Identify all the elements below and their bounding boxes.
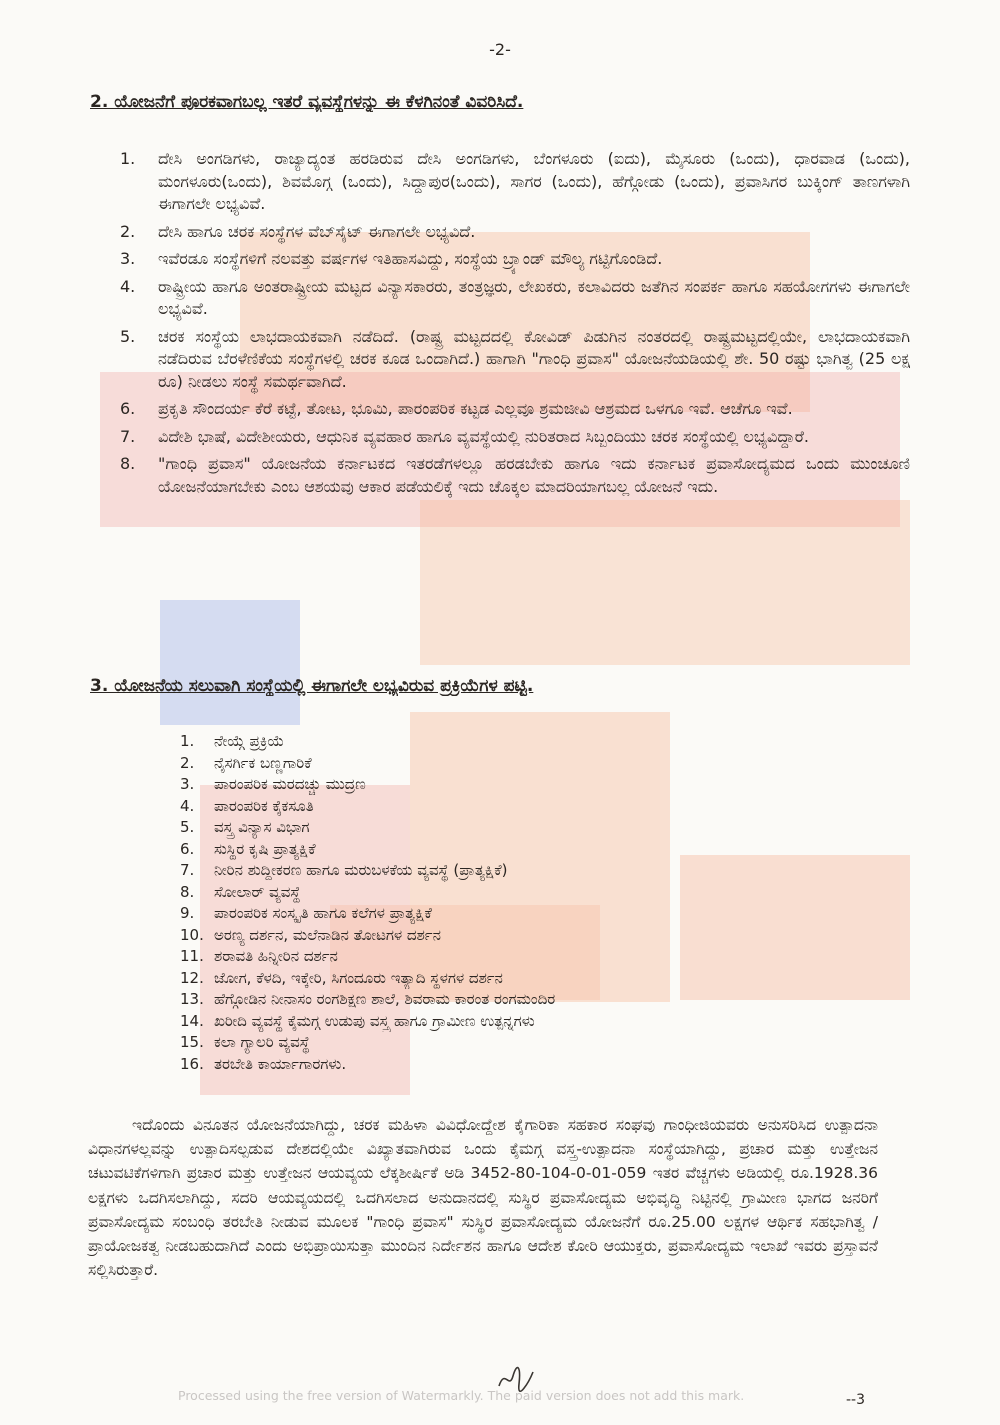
list-item-text: ದೇಸಿ ಹಾಗೂ ಚರಕ ಸಂಸ್ಥೆಗಳ ವೆಬ್‌ಸೈಟ್ ಈಗಾಗಲೇ ಲಭ್ಯವಿದೆ. [158,221,476,241]
list-item-text: ನೇಯ್ಗೆ ಪ್ರಕ್ರಿಯೆ [214,732,285,750]
list-item [180,796,800,818]
list-item [180,882,800,904]
list-item-number: 3. [120,249,136,268]
list-item-text: ವಿದೇಶಿ ಭಾಷೆ, ವಿದೇಶೀಯರು, ಆಧುನಿಕ ವ್ಯವಹಾರ ಹಾಗೂ ವ್ಯವಸ್ಥೆಯಲ್ಲಿ ನುರಿತರಾದ ಸಿಬ್ಬಂದಿಯು ಚರಕ ಸಂಸ್ಥೆಯಲ್ಲಿ ಲಭ್ಯವಿದ್ದಾರೆ. [158,426,809,446]
list-item-number: 8. [180,882,195,901]
list-item-number: 16. [180,1054,204,1073]
list-item-text: ವಸ್ತ್ರ ವಿನ್ಯಾಸ ವಿಭಾಗ [214,818,310,836]
section-3-list [180,731,800,1075]
list-item [120,248,910,271]
list-item [180,817,800,839]
list-item-number: 11. [180,947,204,965]
list-item-text: ತರಬೇತಿ ಕಾರ್ಯಾಗಾರಗಳು. [214,1054,347,1073]
list-item-text: ಖರೀದಿ ವ್ಯವಸ್ಥೆ ಕೈಮಗ್ಗ ಉಡುಪು ವಸ್ತ್ರ ಹಾಗೂ ಗ್ರಾಮೀಣ ಉತ್ಪನ್ನಗಳು [214,1011,535,1030]
list-item-text: ರಾಷ್ಟ್ರೀಯ ಹಾಗೂ ಅಂತರಾಷ್ಟ್ರೀಯ ಮಟ್ಟದ ವಿನ್ಯಾಸಕಾರರು, ತಂತ್ರಜ್ಞರು, ಲೇಖಕರು, ಕಲಾವಿದರು ಜತೆಗಿನ ಸಂಪರ್ಕ ಹಾಗೂ ಸಹಯೋಗಗಳು ಈಗಾಗಲೇ ಲಭ್ಯವಿವೆ. [158,276,910,318]
next-page-marker: --3 [846,1392,866,1408]
list-item-number: 1. [120,149,136,168]
list-item [180,860,800,882]
list-item-number: 2. [120,221,136,241]
list-item [180,1032,800,1054]
list-item [180,753,800,775]
list-item-text: ಸೋಲಾರ್ ವ್ಯವಸ್ಥೆ [214,882,301,901]
list-item-number: 9. [180,904,195,922]
list-item [120,453,910,498]
list-item [120,221,910,244]
list-item [180,731,800,753]
list-item [120,148,910,216]
list-item [180,1054,800,1076]
list-item [180,946,800,968]
list-item-number: 7. [120,426,136,446]
list-item-number: 2. [180,753,195,772]
list-item-text: ಪಾರಂಪರಿಕ ಮರದಚ್ಚು ಮುದ್ರಣ [214,775,366,793]
list-item-number: 6. [180,839,195,858]
list-item [180,1011,800,1033]
list-item-text: ಕಲಾ ಗ್ಯಾಲರಿ ವ್ಯವಸ್ಥೆ [214,1033,310,1051]
list-item-number: 13. [180,990,204,1008]
list-item-number: 1. [180,732,195,750]
list-item-number: 6. [120,399,136,418]
list-item [180,903,800,925]
list-item-text: ಪ್ರಕೃತಿ ಸೌಂದರ್ಯ ಕೆರೆ ಕಟ್ಟೆ, ತೋಟ, ಭೂಮಿ, ಪಾರಂಪರಿಕ ಕಟ್ಟಡ ಎಲ್ಲವೂ ಶ್ರಮಜೀವಿ ಆಶ್ರಮದ ಒಳಗೂ ಇವೆ. ಆಚೆಗೂ ಇವೆ. [158,399,793,418]
list-item-number: 14. [180,1011,204,1030]
list-item-text: ದೇಸಿ ಅಂಗಡಿಗಳು, ರಾಜ್ಯಾದ್ಯಂತ ಹರಡಿರುವ ದೇಸಿ ಅಂಗಡಿಗಳು, ಬೆಂಗಳೂರು (ಐದು), ಮೈಸೂರು (ಒಂದು), ಧಾರವಾಡ (ಒಂದು), ಮಂಗಳೂರು(ಒಂದು), ಶಿವಮೊಗ್ಗ (ಒಂದು), ಸಿದ್ದಾಪುರ(ಒಂದು), ಸಾಗರ (ಒಂದು), ಹೆಗ್ಗೋಡು (ಒಂದು), ಪ್ರವಾಸಿಗರ ಬುಕ್ಕಿಂಗ್ ತಾಣಗಳಾಗಿ ಈಗಾಗಲೇ ಲಭ್ಯವಿವೆ. [158,149,910,213]
list-item [120,426,910,449]
list-item-number: 3. [180,775,195,793]
list-item-number: 10. [180,925,204,944]
list-item-text: ನೈಸರ್ಗಿಕ ಬಣ್ಣಗಾರಿಕೆ [214,753,312,772]
list-item [180,968,800,990]
list-item-text: ಶರಾವತಿ ಹಿನ್ನೀರಿನ ದರ್ಶನ [214,947,338,965]
list-item-text: ಪಾರಂಪರಿಕ ಸಂಸ್ಕೃತಿ ಹಾಗೂ ಕಲೆಗಳ ಪ್ರಾತ್ಯಕ್ಷಿಕೆ [214,904,432,922]
list-item [180,925,800,947]
list-item-number: 15. [180,1033,204,1051]
list-item-number: 4. [120,276,136,296]
list-item-text: ನೀರಿನ ಶುದ್ದೀಕರಣ ಹಾಗೂ ಮರುಬಳಕೆಯ ವ್ಯವಸ್ಥೆ (ಪ್ರಾತ್ಯಕ್ಷಿಕೆ) [214,861,508,879]
body-paragraph: ಇದೊಂದು ವಿನೂತನ ಯೋಜನೆಯಾಗಿದ್ದು, ಚರಕ ಮಹಿಳಾ ವಿವಿಧೋದ್ದೇಶ ಕೈಗಾರಿಕಾ ಸಹಕಾರ ಸಂಘವು ಗಾಂಧೀಜಿಯವರು ಅನುಸರಿಸಿದ ಉತ್ಪಾದನಾ ವಿಧಾನಗಳಲ್ಲವನ್ನು ಉತ್ಪಾದಿಸಲ್ಪಡುವ ದೇಶದಲ್ಲಿಯೇ ವಿಖ್ಯಾತವಾಗಿರುವ ಒಂದು ಕೈಮಗ್ಗ ವಸ್ತ್ರ-ಉತ್ಪಾದನಾ ಸಂಸ್ಥೆಯಾಗಿದ್ದು, ಪ್ರಚಾರ ಮತ್ತು ಉತ್ತೇಜನ ಚಟುವಟಿಕೆಗಳಿಗಾಗಿ ಪ್ರಚಾರ ಮತ್ತು ಉತ್ತೇಜನ ಆಯವ್ಯಯ ಲೆಕ್ಕಶೀರ್ಷಿಕೆ ಅಡಿ 3452-80-104-0-01-059 ಇತರ ವೆಚ್ಚಗಳು ಅಡಿಯಲ್ಲಿ ರೂ.1928.36 ಲಕ್ಷಗಳು ಒದಗಿಸಲಾಗಿದ್ದು, ಸದರಿ ಆಯವ್ಯಯದಲ್ಲಿ ಒದಗಿಸಲಾದ ಅನುದಾನದಲ್ಲಿ ಸುಸ್ಥಿರ ಪ್ರವಾಸೋದ್ಯಮ ಅಭಿವೃದ್ಧಿ ನಿಟ್ಟಿನಲ್ಲಿ ಗ್ರಾಮೀಣ ಭಾಗದ ಜನರಿಗೆ ಪ್ರವಾಸೋದ್ಯಮ ಸಂಬಂಧಿ ತರಬೇತಿ ನೀಡುವ ಮೂಲಕ "ಗಾಂಧಿ ಪ್ರವಾಸ" ಸುಸ್ಥಿರ ಪ್ರವಾಸೋದ್ಯಮ ಯೋಜನೆಗೆ ರೂ.25.00 ಲಕ್ಷಗಳ ಆರ್ಥಿಕ ಸಹಭಾಗಿತ್ವ /ಪ್ರಾಯೋಜಕತ್ವ ನೀಡಬಹುದಾಗಿದೆ ಎಂದು ಅಭಿಪ್ರಾಯಿಸುತ್ತಾ ಮುಂದಿನ ನಿರ್ದೇಶನ ಹಾಗೂ ಆದೇಶ ಕೋರಿ ಆಯುಕ್ತರು, ಪ್ರವಾಸೋದ್ಯಮ ಇಲಾಖೆ ಇವರು ಪ್ರಸ್ತಾವನೆ ಸಲ್ಲಿಸಿರುತ್ತಾರೆ. [88,1116,878,1280]
list-item-text: ಅರಣ್ಯ ದರ್ಶನ, ಮಲೆನಾಡಿನ ತೋಟಗಳ ದರ್ಶನ [214,925,441,944]
list-item-text: ಸುಸ್ಥಿರ ಕೃಷಿ ಪ್ರಾತ್ಯಕ್ಷಿಕೆ [214,839,316,858]
list-item-text: ಇವೆರಡೂ ಸಂಸ್ಥೆಗಳಿಗೆ ನಲವತ್ತು ವರ್ಷಗಳ ಇತಿಹಾಸವಿದ್ದು, ಸಂಸ್ಥೆಯ ಬ್ರ್ಯಾಂಡ್ ಮೌಲ್ಯ ಗಟ್ಟಿಗೊಂಡಿದೆ. [158,249,663,268]
section-2-heading: 2. ಯೋಜನೆಗೆ ಪೂರಕವಾಗಬಲ್ಲ ಇತರೆ ವ್ಯವಸ್ಥೆಗಳನ್ನು ಈ ಕೆಳಗಿನಂತೆ ವಿವರಿಸಿದೆ. [90,92,524,112]
section-2-list [120,148,910,503]
list-item-number: 4. [180,796,195,815]
list-item [120,398,910,421]
list-item [120,276,910,321]
list-item-number: 5. [180,818,195,836]
list-item [180,989,800,1011]
list-item [180,774,800,796]
section-3-heading: 3. ಯೋಜನೆಯ ಸಲುವಾಗಿ ಸಂಸ್ಥೆಯಲ್ಲಿ ಈಗಾಗಲೇ ಲಭ್ಯವಿರುವ ಪ್ರಕ್ರಿಯೆಗಳ ಪಟ್ಟಿ. [90,676,534,696]
list-item-number: 8. [120,454,136,473]
list-item-number: 12. [180,968,204,987]
list-item-text: ಹೆಗ್ಗೋಡಿನ ನೀನಾಸಂ ರಂಗಶಿಕ್ಷಣ ಶಾಲೆ, ಶಿವರಾಮ ಕಾರಂತ ರಂಗಮಂದಿರ [214,990,556,1008]
list-item-text: ಚರಕ ಸಂಸ್ಥೆಯ ಲಾಭದಾಯಕವಾಗಿ ನಡೆದಿದೆ. (ರಾಷ್ಟ್ರ ಮಟ್ಟದದಲ್ಲಿ ಕೋವಿಡ್ ಪಿಡುಗಿನ ನಂತರದಲ್ಲಿ ರಾಷ್ಟ್ರಮಟ್ಟದಲ್ಲಿಯೇ, ಲಾಭದಾಯಕವಾಗಿ ನಡೆದಿರುವ ಬೆರಳೆಣಿಕೆಯ ಸಂಸ್ಥೆಗಳಲ್ಲಿ ಚರಕ ಕೂಡ ಒಂದಾಗಿದೆ.) ಹಾಗಾಗಿ "ಗಾಂಧಿ ಪ್ರವಾಸ" ಯೋಜನೆಯಡಿಯಲ್ಲಿ ಶೇ. 50 ರಷ್ಟು ಭಾಗಿತ್ವ (25 ಲಕ್ಷ ರೂ) ನೀಡಲು ಸಂಸ್ಥೆ ಸಮರ್ಥವಾಗಿದೆ. [158,326,910,391]
list-item-text: "ಗಾಂಧಿ ಪ್ರವಾಸ" ಯೋಜನೆಯ ಕರ್ನಾಟಕದ ಇತರಡೆಗಳಲ್ಲೂ ಹರಡಬೇಕು ಹಾಗೂ ಇದು ಕರ್ನಾಟಕ ಪ್ರವಾಸೋದ್ಯಮದ ಒಂದು ಮುಂಚೂಣಿ ಯೋಜನೆಯಾಗಬೇಕು ಎಂಬ ಆಶಯವು ಆಕಾರ ಪಡೆಯಲಿಕ್ಕೆ ಇದು ಚೊಕ್ಕಲ ಮಾದರಿಯಾಗಬಲ್ಲ ಯೋಜನೆ ಇದು. [158,454,910,496]
list-item [120,326,910,394]
list-item-number: 5. [120,326,136,346]
list-item-text: ಪಾರಂಪರಿಕ ಕೈಕಸೂತಿ [214,796,314,815]
list-item-number: 7. [180,861,195,879]
page-number: -2- [489,40,511,59]
watermark-notice: Processed using the free version of Watermarkly. The paid version does not add this mark. [178,1388,745,1403]
list-item [180,839,800,861]
list-item-text: ಜೋಗ, ಕೆಳದಿ, ಇಕ್ಕೇರಿ, ಸಿಗಂದೂರು ಇತ್ಯಾದಿ ಸ್ಥಳಗಳ ದರ್ಶನ [214,968,503,987]
